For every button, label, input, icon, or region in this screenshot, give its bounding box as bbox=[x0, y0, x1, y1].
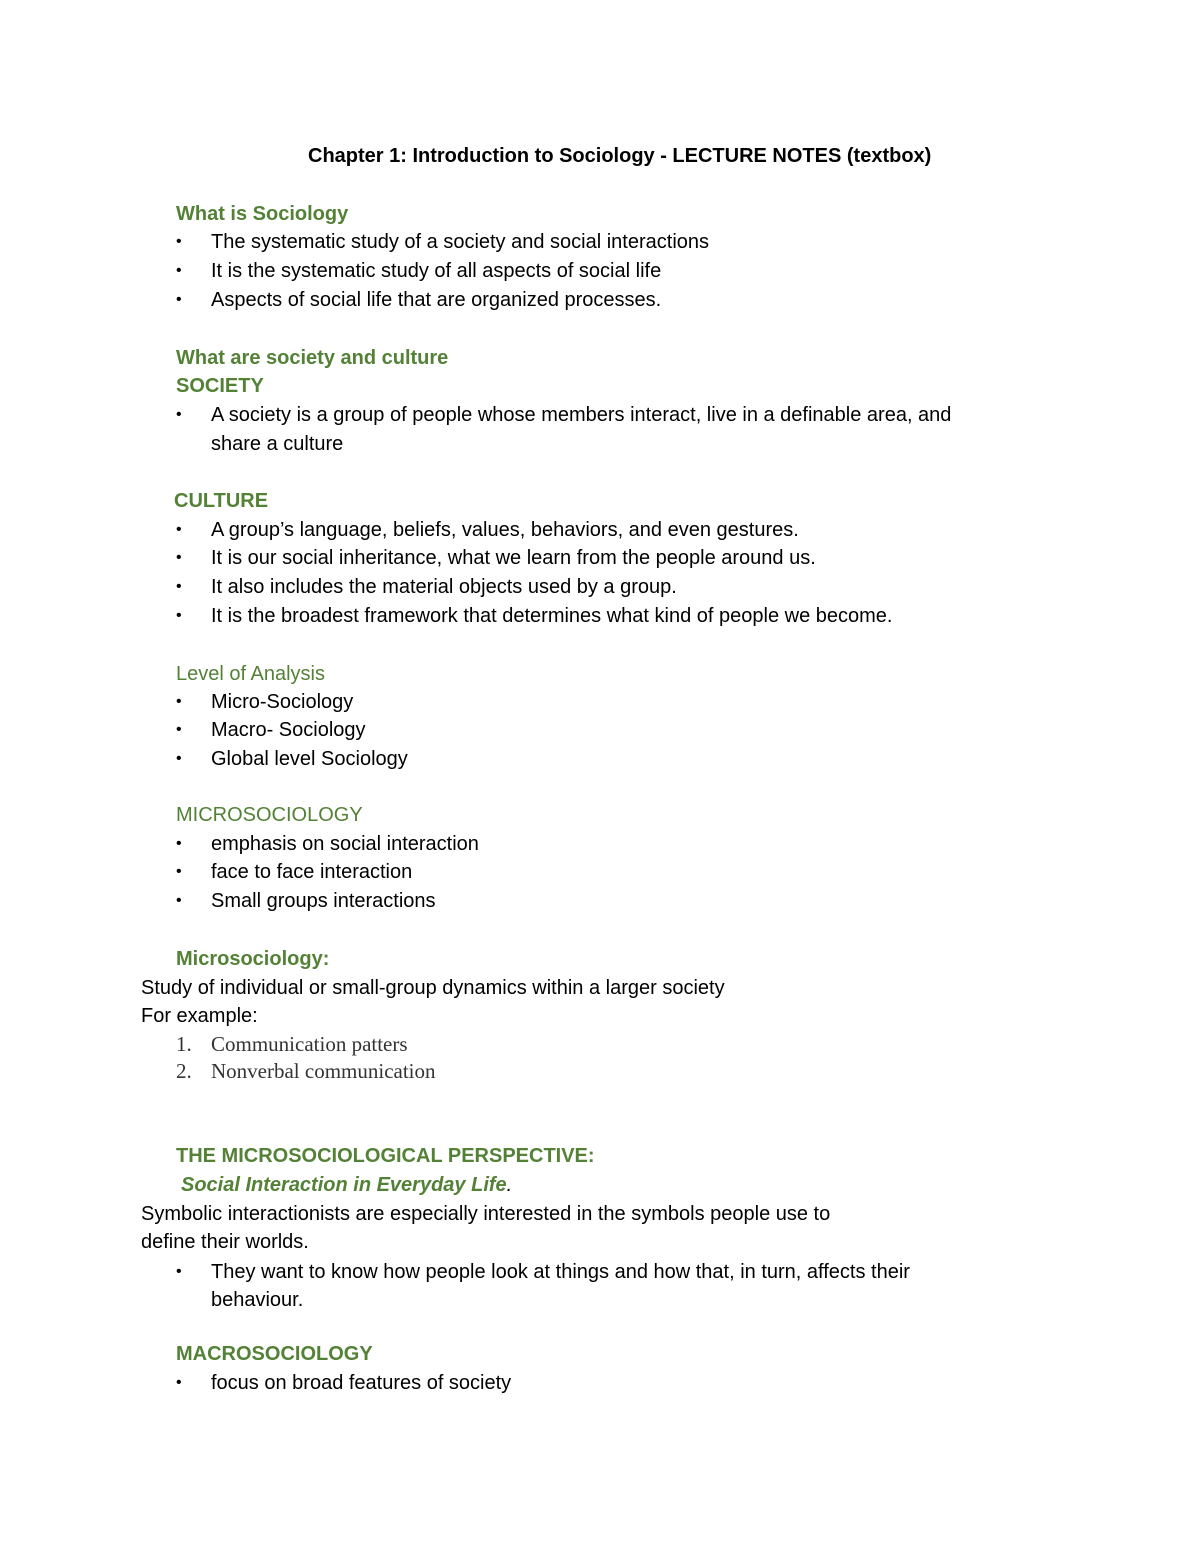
bullet: • bbox=[176, 406, 182, 423]
list-item: It is the systematic study of all aspects of social life bbox=[211, 260, 662, 282]
bullet: • bbox=[176, 291, 182, 308]
list-item: Macro- Sociology bbox=[211, 719, 366, 741]
list-item: The systematic study of a society and social interactions bbox=[211, 231, 710, 253]
list-item: A group’s language, beliefs, values, behaviors, and even gestures. bbox=[211, 519, 799, 541]
perspective-subheading bbox=[181, 1171, 512, 1199]
bullet: • bbox=[176, 892, 182, 909]
definition-text: Study of individual or small-group dynamics within a larger society bbox=[141, 977, 725, 999]
section-heading-society-and-culture: What are society and culture bbox=[176, 347, 449, 369]
section-heading-microsociological-perspective: THE MICROSOCIOLOGICAL PERSPECTIVE: bbox=[176, 1145, 595, 1167]
example-label: For example: bbox=[141, 1005, 258, 1027]
section-heading-what-is-sociology: What is Sociology bbox=[176, 203, 349, 225]
bullet: • bbox=[176, 835, 182, 852]
subheading-text: Social Interaction in Everyday Life bbox=[181, 1174, 507, 1196]
bullet: • bbox=[176, 721, 182, 738]
list-number: 2. bbox=[176, 1059, 192, 1083]
list-item: Aspects of social life that are organized processes. bbox=[211, 289, 662, 311]
numbered-item: Communication patters bbox=[211, 1032, 408, 1056]
section-heading-macrosociology: MACROSOCIOLOGY bbox=[176, 1343, 373, 1365]
list-item: face to face interaction bbox=[211, 861, 413, 883]
subheading-culture: CULTURE bbox=[174, 490, 269, 512]
list-item: It is the broadest framework that determines what kind of people we become. bbox=[211, 605, 893, 627]
list-item: They want to know how people look at things and how that, in turn, affects their bbox=[211, 1261, 910, 1283]
list-item: It is our social inheritance, what we learn from the people around us. bbox=[211, 547, 816, 569]
list-item-continuation: share a culture bbox=[211, 433, 344, 455]
bullet: • bbox=[176, 549, 182, 566]
list-item: Small groups interactions bbox=[211, 890, 436, 912]
section-heading-microsociology: MICROSOCIOLOGY bbox=[176, 804, 363, 826]
bullet: • bbox=[176, 521, 182, 538]
list-item-continuation: behaviour. bbox=[211, 1289, 304, 1311]
perspective-text: Symbolic interactionists are especially interested in the symbols people use to bbox=[141, 1203, 831, 1225]
list-item: Micro-Sociology bbox=[211, 691, 354, 713]
bullet: • bbox=[176, 693, 182, 710]
list-item: emphasis on social interaction bbox=[211, 833, 479, 855]
list-item: It also includes the material objects used by a group. bbox=[211, 576, 677, 598]
bullet: • bbox=[176, 863, 182, 880]
list-item: Global level Sociology bbox=[211, 748, 408, 770]
list-number: 1. bbox=[176, 1032, 192, 1056]
bullet: • bbox=[176, 262, 182, 279]
subheading-society: SOCIETY bbox=[176, 375, 264, 397]
bullet: • bbox=[176, 607, 182, 624]
numbered-item: Nonverbal communication bbox=[211, 1059, 436, 1083]
bullet: • bbox=[176, 1374, 182, 1391]
list-item: A society is a group of people whose members interact, live in a definable area, and bbox=[211, 404, 952, 426]
list-item: focus on broad features of society bbox=[211, 1372, 512, 1394]
section-heading-microsociology-definition: Microsociology: bbox=[176, 948, 330, 970]
bullet: • bbox=[176, 750, 182, 767]
perspective-text-continuation: define their worlds. bbox=[141, 1231, 309, 1253]
bullet: • bbox=[176, 578, 182, 595]
subheading-period: . bbox=[506, 1174, 513, 1196]
document-title: Chapter 1: Introduction to Sociology - LECTURE NOTES (textbox) bbox=[308, 145, 932, 167]
bullet: • bbox=[176, 233, 182, 250]
section-heading-level-of-analysis: Level of Analysis bbox=[176, 663, 325, 685]
bullet: • bbox=[176, 1263, 182, 1280]
